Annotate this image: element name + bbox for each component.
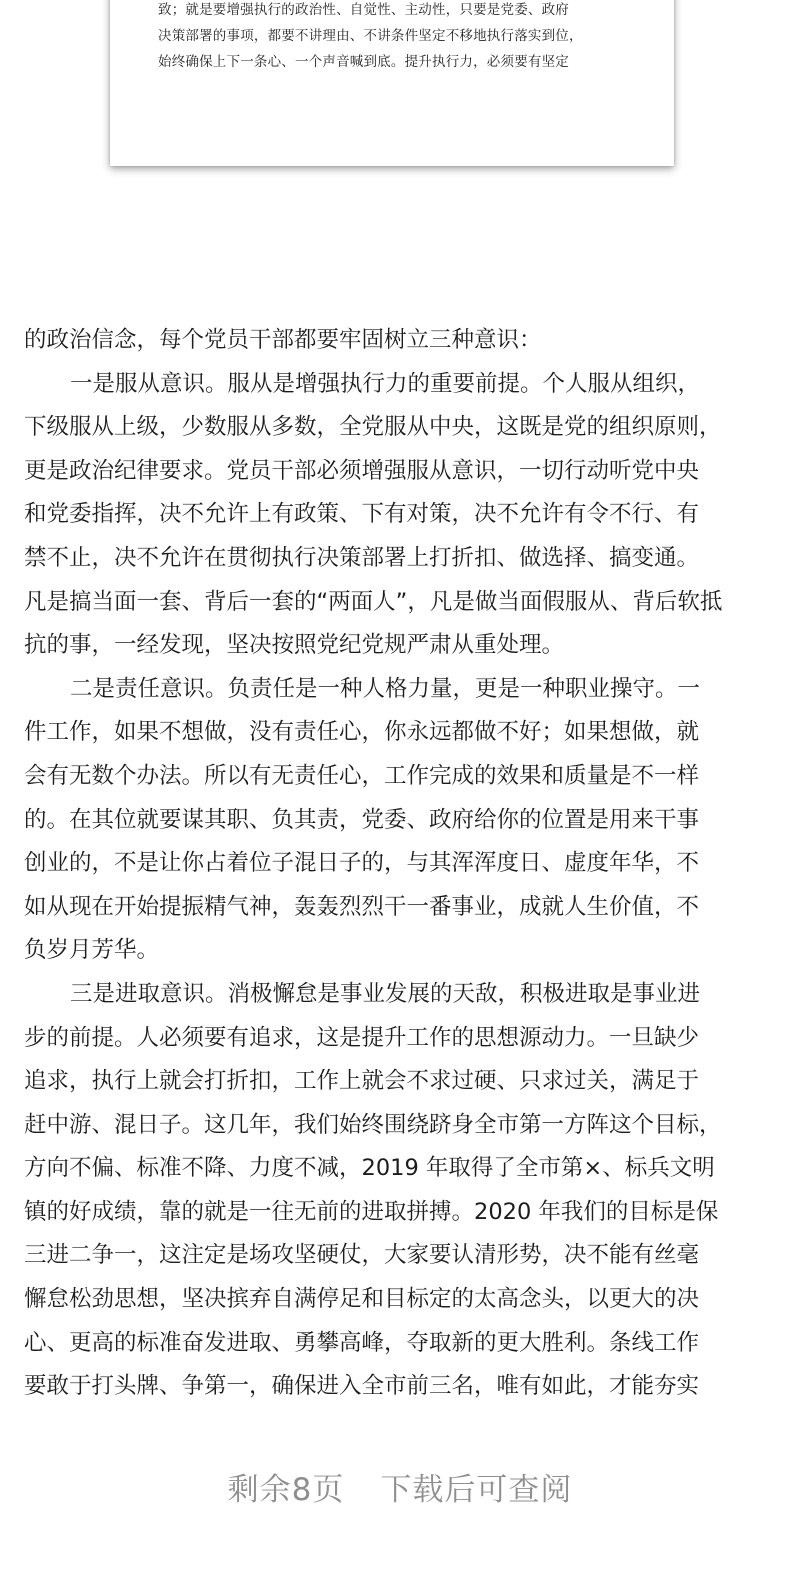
- preview-page-card: [110, 0, 674, 166]
- paragraph-line: 和党委指挥，决不允许上有政策、下有对策，决不允许有令不行、有: [24, 501, 700, 528]
- paragraph-line: 二是责任意识。负责任是一种人格力量，更是一种职业操守。一: [70, 675, 701, 702]
- paragraph-line: 凡是搞当面一套、背后一套的“两面人”，凡是做当面假服从、背后软抵: [24, 588, 723, 615]
- paragraph-line: 的政治信念，每个党员干部都要牢固树立三种意识：: [24, 327, 542, 353]
- preview-line: 致；就是要增强执行的政治性、自觉性、主动性，只要是党委、政府: [158, 2, 569, 18]
- paragraph-line: 心、更高的标准奋发进取、勇攀高峰，夺取新的更大胜利。条线工作: [24, 1329, 700, 1356]
- paragraph-line: 三是进取意识。消极懈怠是事业发展的天敌，积极进取是事业进: [70, 980, 701, 1007]
- document-body: [24, 319, 776, 1409]
- paragraph-line: 要敢于打头牌、争第一，确保进入全市前三名，唯有如此，才能夯实: [24, 1373, 700, 1400]
- paragraph-line: 方向不偏、标准不降、力度不减，2019 年取得了全市第×、标兵文明: [24, 1155, 715, 1182]
- paragraph-line: 追求，执行上就会打折扣，工作上就会不求过硬、只求过关，满足于: [24, 1068, 700, 1095]
- paragraph-line: 的。在其位就要谋其职、负其责，党委、政府给你的位置是用来干事: [24, 806, 700, 833]
- preview-line: 决策部署的事项，都要不讲理由、不讲条件坚定不移地执行落实到位，: [158, 28, 583, 44]
- paragraph-line: 创业的，不是让你占着位子混日子的，与其浑浑度日、虚度年华，不: [24, 850, 700, 877]
- paragraph-line: 抗的事，一经发现，坚决按照党纪党规严肃从重处理。: [24, 632, 565, 659]
- preview-page-text: [158, 0, 638, 75]
- preview-line: 始终确保上下一条心、一个声音喊到底。提升执行力，必须要有坚定: [158, 54, 569, 70]
- paragraph-line: 步的前提。人必须要有追求，这是提升工作的思想源动力。一旦缺少: [24, 1024, 700, 1051]
- paragraph-line: 如从现在开始提振精气神，轰轰烈烈干一番事业，成就人生价值，不: [24, 893, 700, 920]
- paragraph-line: 一是服从意识。服从是增强执行力的重要前提。个人服从组织，: [70, 370, 701, 397]
- paragraph-line: 更是政治纪律要求。党员干部必须增强服从意识，一切行动听党中央: [24, 457, 700, 484]
- paragraph-line: 禁不止，决不允许在贯彻执行决策部署上打折扣、做选择、搞变通。: [24, 544, 700, 571]
- remaining-pages-label: 剩余8页: [227, 1472, 345, 1508]
- paragraph-line: 负岁月芳华。: [24, 937, 160, 964]
- download-prompt[interactable]: [0, 1468, 800, 1512]
- paragraph-line: 件工作，如果不想做，没有责任心，你永远都做不好；如果想做，就: [24, 719, 700, 746]
- paragraph-line: 三进二争一，这注定是场攻坚硬仗，大家要认清形势，决不能有丝毫: [24, 1242, 700, 1269]
- paragraph-line: 会有无数个办法。所以有无责任心，工作完成的效果和质量是不一样: [24, 762, 700, 789]
- paragraph-line: 赶中游、混日子。这几年，我们始终围绕跻身全市第一方阵这个目标，: [24, 1111, 722, 1138]
- paragraph-line: 懈怠松劲思想，坚决摈弃自满停足和目标定的太高念头，以更大的决: [24, 1286, 700, 1313]
- paragraph-line: 镇的好成绩，靠的就是一往无前的进取拼搏。2020 年我们的目标是保: [24, 1198, 719, 1225]
- paragraph-line: 下级服从上级，少数服从多数，全党服从中央，这既是党的组织原则，: [24, 414, 722, 441]
- download-to-view-label: 下载后可查阅: [380, 1472, 573, 1508]
